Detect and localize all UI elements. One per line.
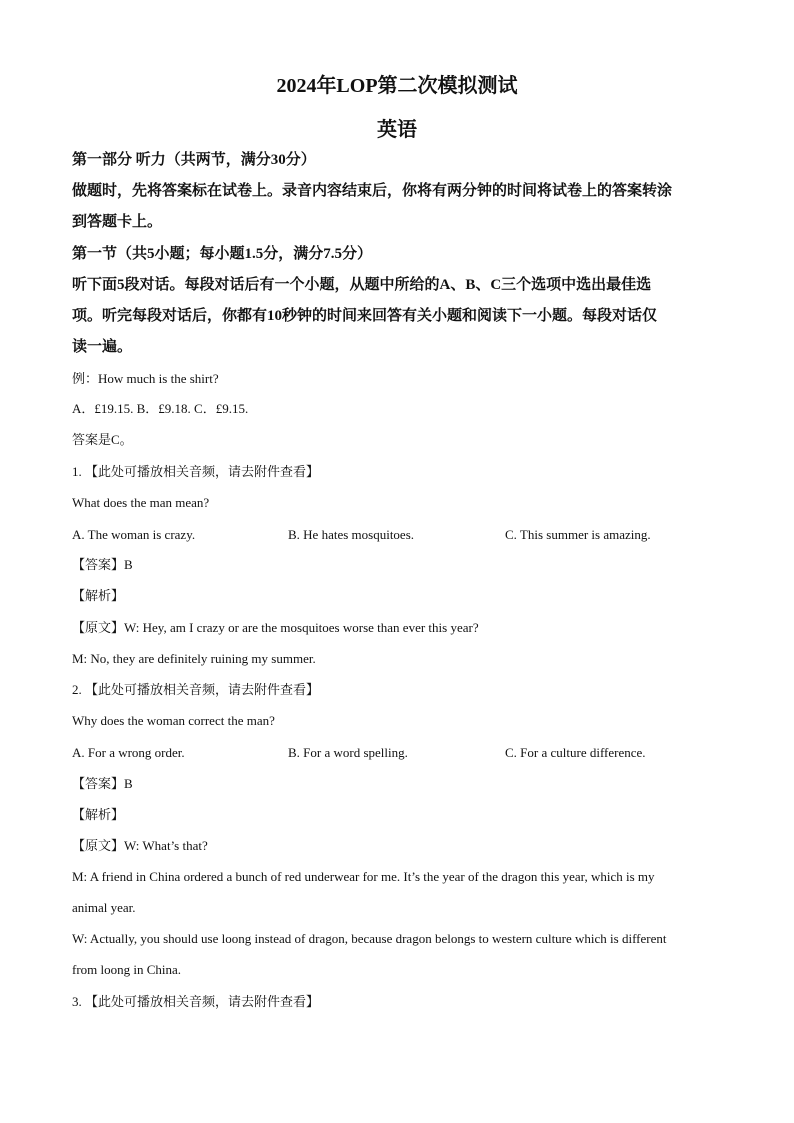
question-3-number: 3. 【此处可播放相关音频，请去附件查看】 — [72, 994, 320, 1009]
question-2-transcript-line-2-text: M: A friend in China ordered a bunch of red underwear for me. It’s the year of the dragon this year, which is my — [72, 869, 655, 884]
section1-instructions-line-2: 项。听完每段对话后，你都有10秒钟的时间来回答有关小题和阅读下一小题。每段对话仅 — [72, 308, 658, 324]
question-2-transcript-line-5: from loong in China. — [72, 962, 182, 977]
instructions-line-1: 做题时，先将答案标在试卷上。录音内容结束后，你将有两分钟的时间将试卷上的答案转涂 — [72, 183, 673, 199]
question-2-option-a: A. For a wrong order. — [72, 745, 185, 760]
question-2-number: 2. 【此处可播放相关音频，请去附件查看】 — [72, 682, 320, 697]
question-1-analysis-label: 【解析】 — [72, 588, 125, 603]
question-1-option-a: A. The woman is crazy. — [72, 527, 196, 542]
question-2-transcript-line-3: animal year. — [72, 900, 136, 915]
question-1-option-c: C. This summer is amazing. — [505, 527, 651, 542]
question-1-answer: 【答案】B — [72, 557, 133, 572]
example-options: A．£19.15. B．£9.18. C．£9.15. — [72, 401, 249, 416]
question-1-number: 1. 【此处可播放相关音频，请去附件查看】 — [72, 464, 320, 479]
question-2-option-b: B. For a word spelling. — [288, 745, 408, 760]
question-1-transcript-line-2: M: No, they are definitely ruining my summer. — [72, 651, 316, 666]
question-1-transcript-line-1: 【原文】W: Hey, am I crazy or are the mosquitoes worse than ever this year? — [72, 620, 479, 635]
question-2-transcript-line-4 — [72, 930, 722, 948]
subject-title: 英语 — [377, 119, 417, 141]
question-1-option-b: B. He hates mosquitoes. — [288, 527, 415, 542]
section1-instructions-line-1: 听下面5段对话。每段对话后有一个小题，从题中所给的A、B、C三个选项中选出最佳选 — [72, 277, 652, 293]
section1-instructions-line-3: 读一遍。 — [72, 339, 133, 355]
section1-heading: 第一节（共5小题；每小题1.5分，满分7.5分） — [72, 246, 373, 262]
question-1-stem: What does the man mean? — [72, 495, 210, 510]
part1-heading: 第一部分 听力（共两节，满分30分） — [72, 152, 316, 168]
instructions-line-2: 到答题卡上。 — [72, 214, 163, 230]
question-2-analysis-label: 【解析】 — [72, 807, 125, 822]
question-2-option-c: C. For a culture difference. — [505, 745, 646, 760]
question-2-transcript-line-4-text: W: Actually, you should use loong instead of dragon, because dragon belongs to western culture which is different — [72, 931, 667, 946]
question-2-answer: 【答案】B — [72, 776, 133, 791]
question-2-transcript-line-1: 【原文】W: What’s that? — [72, 838, 208, 853]
example-answer: 答案是C。 — [72, 432, 133, 447]
question-2-transcript-line-2 — [72, 868, 722, 886]
example-question: 例：How much is the shirt? — [72, 371, 219, 386]
question-2-stem: Why does the woman correct the man? — [72, 713, 275, 728]
exam-title: 2024年LOP第二次模拟测试 — [276, 75, 518, 97]
